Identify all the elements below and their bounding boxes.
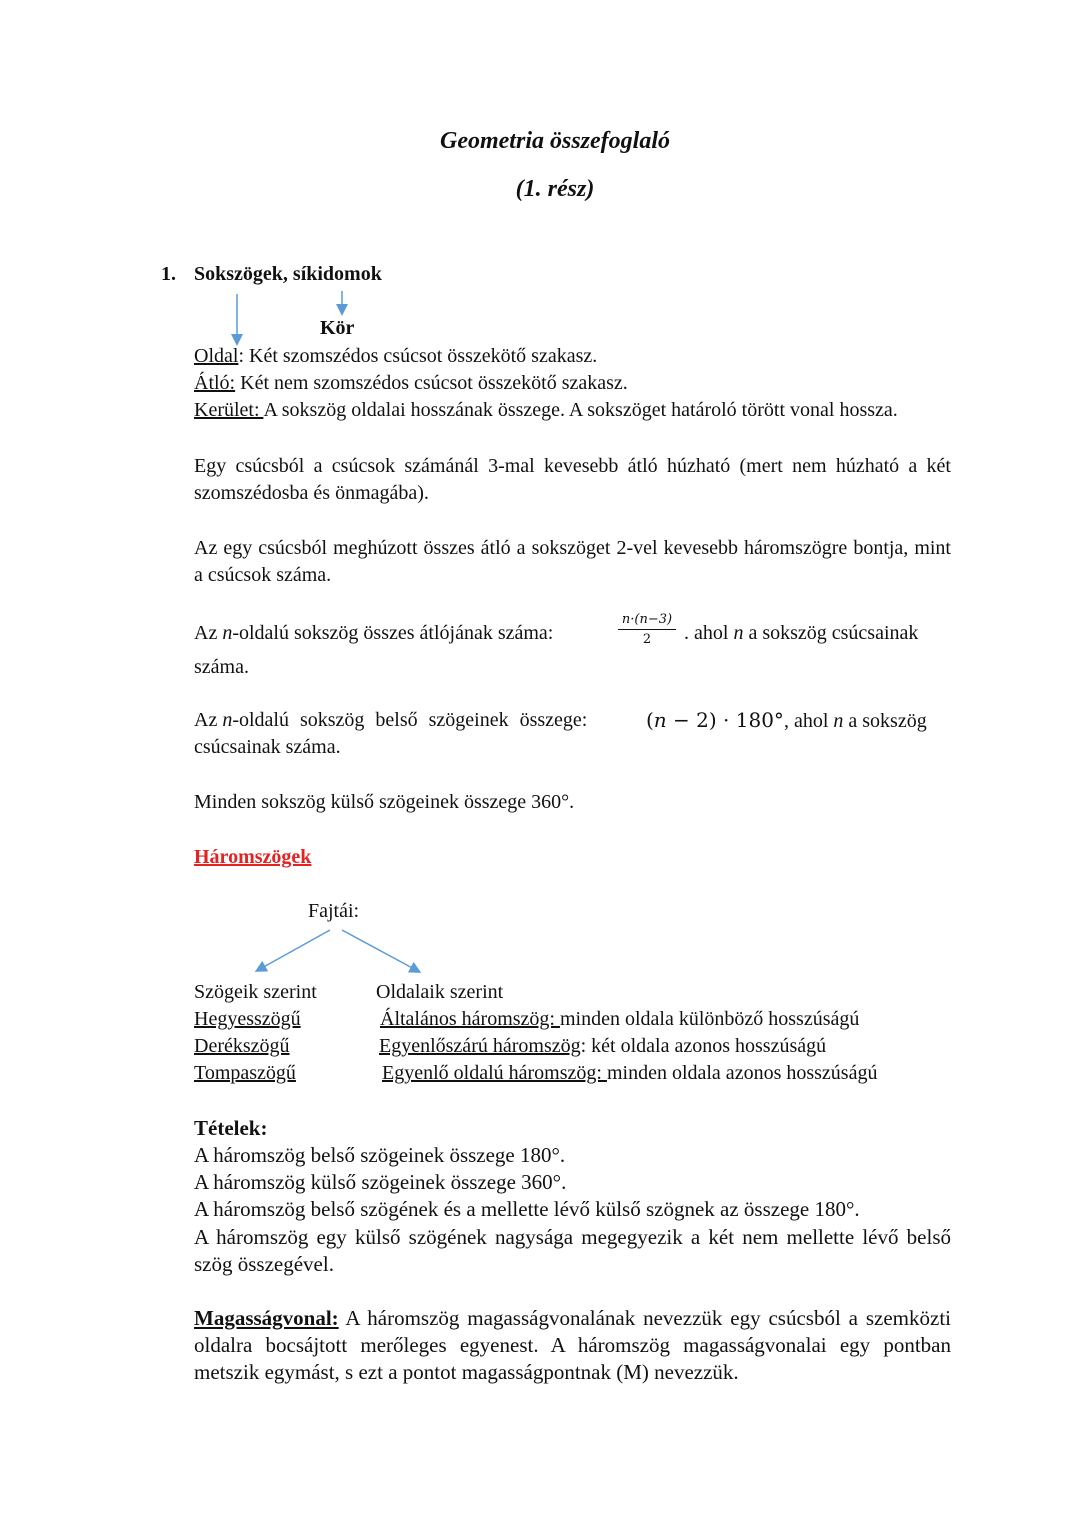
column-header-by-side: Oldalaik szerint xyxy=(376,981,504,1003)
paragraph-interior-angles xyxy=(194,709,587,732)
variable-n: n xyxy=(222,622,233,644)
text-run: Az xyxy=(194,709,223,731)
column-header-by-angle: Szögeik szerint xyxy=(194,981,317,1003)
triangle-scalene xyxy=(380,1008,859,1031)
triangle-type-text: minden oldala azonos hosszúságú xyxy=(606,1062,878,1084)
theorems-heading: Tételek: xyxy=(194,1116,268,1140)
definition-side xyxy=(194,345,597,368)
document-title: Geometria összefoglaló xyxy=(440,128,670,154)
triangle-obtuse: Tompaszögű xyxy=(194,1062,296,1084)
triangle-equilateral xyxy=(382,1062,877,1085)
triangle-right: Derékszögű xyxy=(194,1035,290,1057)
text-run: a sokszög csúcsainak xyxy=(743,622,919,644)
theorem-line: A háromszög külső szögeinek összege 360°. xyxy=(194,1170,567,1194)
formula-numerator: n·(n−3) xyxy=(621,612,673,627)
theorem-line: A háromszög belső szögeinek összege 180°. xyxy=(194,1143,566,1167)
triangle-type-text: minden oldala különböző hosszúságú xyxy=(559,1008,860,1030)
paragraph-diagonal-count xyxy=(194,622,553,645)
altitude-definition xyxy=(194,1305,951,1386)
section-number: 1. xyxy=(161,263,176,285)
triangle-types-label: Fajtái: xyxy=(308,900,360,922)
paragraph-diagonal-count-line2: száma. xyxy=(194,656,249,678)
document-subtitle: (1. rész) xyxy=(515,176,595,202)
formula-text: (𝑛 − 2) · 180° xyxy=(646,708,784,732)
definition-text: A sokszög oldalai hosszának összege. A sokszöget határoló törött vonal hossza. xyxy=(263,399,898,421)
variable-n: n xyxy=(733,622,744,644)
variable-n: n xyxy=(222,709,233,731)
text-run: -oldalú sokszög belső szögeinek összege: xyxy=(232,709,588,731)
definition-text: : Két szomszédos csúcsot összekötő szakasz. xyxy=(238,345,598,367)
arrow-to-angles xyxy=(260,930,330,969)
triangle-type-term: Egyenlőszárú háromszög xyxy=(379,1035,581,1057)
triangle-acute: Hegyesszögű xyxy=(194,1008,301,1030)
definition-term: Átló: xyxy=(194,372,236,394)
variable-n: n xyxy=(833,710,844,732)
interior-angle-formula xyxy=(646,708,927,733)
formula-denominator: 2 xyxy=(642,632,652,647)
paragraph-diagonal-count-tail xyxy=(684,622,918,645)
paragraph-interior-angles-line2: csúcsainak száma. xyxy=(194,736,341,758)
fraction-bar xyxy=(618,629,676,630)
circle-label: Kör xyxy=(320,317,355,339)
definition-perimeter xyxy=(194,399,898,422)
text-run: Az xyxy=(194,622,223,644)
diagonal-count-formula xyxy=(614,612,680,647)
theorem-line: A háromszög egy külső szögének nagysága megegyezik a két nem mellette lévő belső szög összegével. xyxy=(194,1225,951,1276)
text-run: -oldalú sokszög összes átlójának száma: xyxy=(232,622,554,644)
triangle-type-text: : két oldala azonos hosszúságú xyxy=(580,1035,827,1057)
theorem-line: A háromszög belső szögének és a mellette lévő külső szögnek az összege 180°. xyxy=(194,1197,860,1221)
triangle-isosceles xyxy=(379,1035,826,1058)
arrow-to-sides xyxy=(342,930,416,970)
triangle-type-term: Egyenlő oldalú háromszög: xyxy=(382,1062,607,1084)
paragraph-triangulation: Az egy csúcsból meghúzott összes átló a sokszöget 2-vel kevesebb háromszögre bontja, mint a csúcsok száma. xyxy=(194,537,951,586)
definition-diagonal xyxy=(194,372,628,395)
triangle-type-term: Általános háromszög: xyxy=(380,1008,560,1030)
altitude-text: A háromszög magasságvonalának nevezzük egy csúcsból a szemközti oldalra bocsájtott merőleges egyenest. A háromszög magasságvonalai egy pontban metszik egymást, s ezt a pontot magasságpontnak (M) nevezzük. xyxy=(194,1306,951,1384)
text-run: . ahol xyxy=(684,622,734,644)
text-run: a sokszög xyxy=(843,710,927,732)
text-run: , ahol xyxy=(783,710,834,732)
altitude-term: Magasságvonal: xyxy=(194,1306,339,1330)
definition-term: Oldal xyxy=(194,345,239,367)
definition-term: Kerület: xyxy=(194,399,264,421)
paragraph-diagonals-from-vertex: Egy csúcsból a csúcsok számánál 3-mal kevesebb átló húzható (mert nem húzható a két szomszédosba és önmagába). xyxy=(194,455,951,504)
section-heading: Sokszögek, síkidomok xyxy=(194,263,382,285)
definition-text: Két nem szomszédos csúcsot összekötő szakasz. xyxy=(235,372,628,394)
triangles-heading: Háromszögek xyxy=(194,846,312,868)
paragraph-exterior-angles: Minden sokszög külső szögeinek összege 360°. xyxy=(194,791,575,813)
